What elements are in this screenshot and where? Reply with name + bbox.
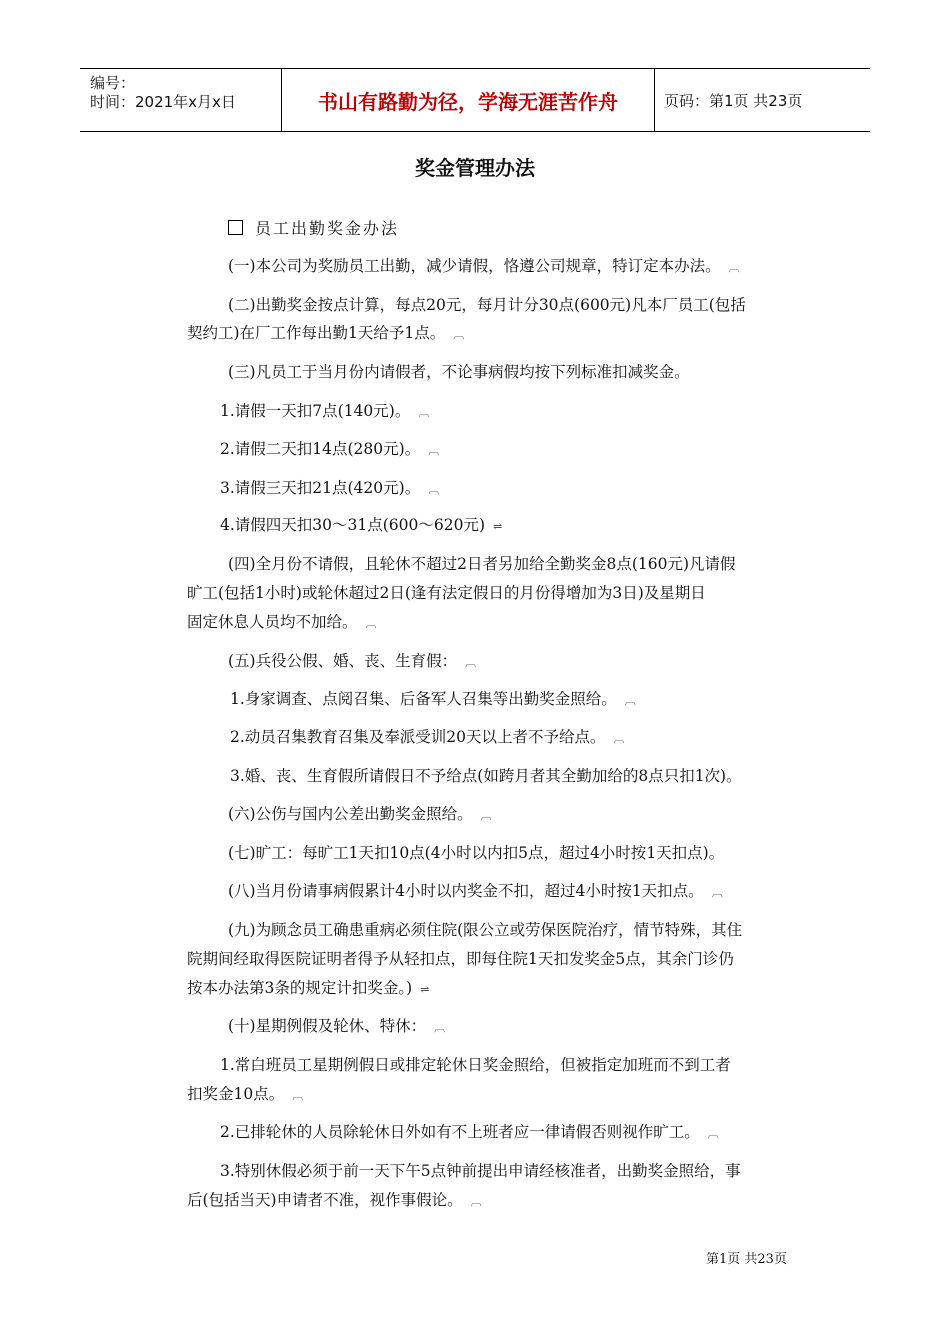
paragraph: 1.请假一天扣7点(140元)。 ︹	[220, 402, 430, 420]
paragraph: 扣奖金10点。 ︹	[187, 1085, 304, 1103]
paragraph: 4.请假四天扣30～31点(600～620元) ⇌	[220, 516, 503, 534]
paragraph: 3.请假三天扣21点(420元)。 ︹	[220, 479, 440, 497]
paragraph: 3.特别休假必须于前一天下午5点钟前提出申请经核准者，出勤奖金照给，事	[220, 1162, 741, 1180]
page-header	[80, 68, 870, 132]
paragraph: (九)为顾念员工确患重病必须住院(限公立或劳保医院治疗，情节特殊，其住	[228, 921, 743, 939]
paragraph: 2.已排轮休的人员除轮休日外如有不上班者应一律请假否则视作旷工。 ︹	[220, 1123, 719, 1141]
paragraph: 1.身家调查、点阅召集、后备军人召集等出勤奖金照给。 ︹	[230, 690, 636, 708]
paragraph: (五)兵役公假、婚、丧、生育假： ︹	[228, 652, 477, 670]
paragraph: (十)星期例假及轮休、特休： ︹	[228, 1017, 446, 1035]
checkbox-square-icon	[228, 220, 243, 235]
paragraph: (八)当月份请事病假累计4小时以内奖金不扣，超过4小时按1天扣点。 ︹	[228, 882, 723, 900]
header-page-info: 页码：第1页 共23页	[664, 91, 803, 110]
paragraph: 旷工(包括1小时)或轮休超过2日(逢有法定假日的月份得增加为3日)及星期日	[187, 584, 706, 602]
section-heading-text: 员工出勤奖金办法	[255, 219, 400, 238]
paragraph: 1.常白班员工星期例假日或排定轮休日奖金照给，但被指定加班而不到工者	[220, 1056, 731, 1074]
paragraph: 3.婚、丧、生育假所请假日不予给点(如跨月者其全勤加给的8点只扣1次)。	[230, 767, 742, 785]
number-label: 编号：	[90, 74, 136, 92]
header-motto: 书山有路勤为径，学海无涯苦作舟	[281, 69, 655, 131]
paragraph: 按本办法第3条的规定计扣奖金。) ⇌	[187, 979, 430, 997]
section-heading	[228, 216, 399, 239]
document-title: 奖金管理办法	[415, 156, 535, 180]
paragraph: 契约工)在厂工作每出勤1天给予1点。 ︹	[187, 324, 465, 342]
paragraph: 后(包括当天)申请者不准，视作事假论。 ︹	[187, 1191, 482, 1209]
paragraph: (七)旷工：每旷工1天扣10点(4小时以内扣5点，超过4小时按1天扣点)。	[228, 844, 725, 862]
paragraph: 院期间经取得医院证明者得予从轻扣点，即每住院1天扣发奖金5点，其余门诊仍	[187, 950, 734, 968]
header-meta	[80, 69, 280, 131]
page-footer: 第1页 共23页	[706, 1252, 787, 1267]
paragraph: (六)公伤与国内公差出勤奖金照给。 ︹	[228, 805, 492, 823]
paragraph: (二)出勤奖金按点计算，每点20元，每月计分30点(600元)凡本厂员工(包括	[228, 296, 746, 314]
paragraph: (四)全月份不请假，且轮休不超过2日者另加给全勤奖金8点(160元)凡请假	[228, 555, 736, 573]
paragraph: 2.请假二天扣14点(280元)。 ︹	[220, 440, 440, 458]
time-label: 时间：2021年x月x日	[90, 93, 236, 111]
paragraph: 固定休息人员均不加给。 ︹	[187, 613, 377, 631]
paragraph: (三)凡员工于当月份内请假者，不论事病假均按下列标准扣减奖金。	[228, 363, 690, 381]
paragraph: 2.动员召集教育召集及奉派受训20天以上者不予给点。 ︹	[230, 728, 625, 746]
paragraph: (一)本公司为奖励员工出勤，减少请假，恪遵公司规章，特订定本办法。 ︹	[228, 257, 740, 275]
